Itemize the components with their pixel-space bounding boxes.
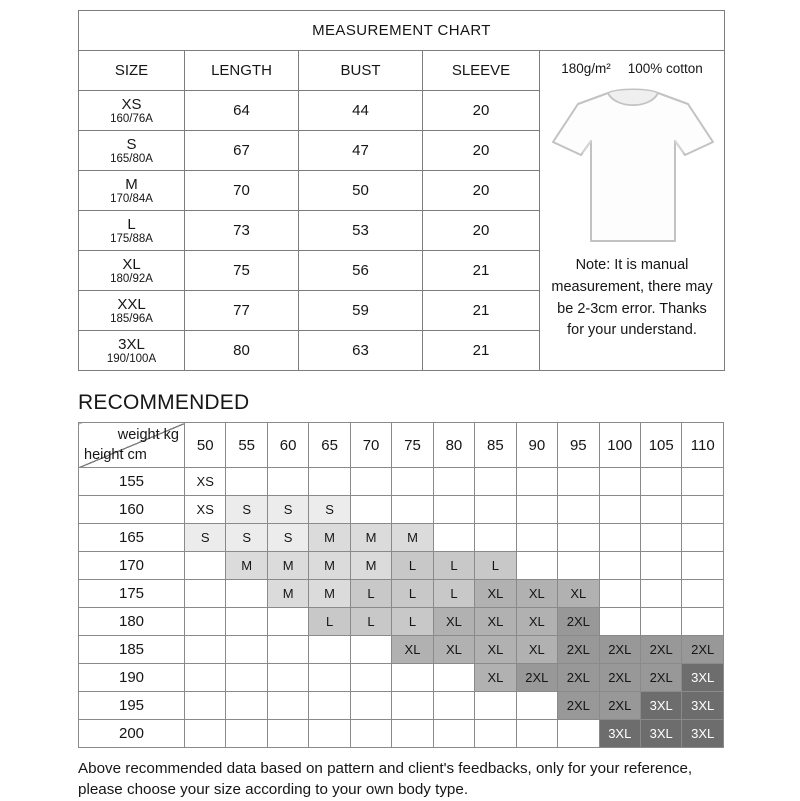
measurement-header-row	[79, 51, 725, 91]
size-recommendation: 2XL	[599, 664, 640, 692]
height-header: 165	[79, 524, 185, 552]
recommended-row	[79, 636, 724, 664]
length-value: 75	[185, 251, 299, 291]
recommended-row	[79, 468, 724, 496]
bust-value: 53	[299, 211, 423, 251]
bust-value: 44	[299, 91, 423, 131]
empty-cell	[599, 496, 640, 524]
size-recommendation: S	[226, 524, 267, 552]
sleeve-value: 21	[423, 291, 540, 331]
empty-cell	[350, 664, 391, 692]
empty-cell	[640, 552, 681, 580]
size-label: XL	[122, 255, 141, 273]
recommended-row	[79, 608, 724, 636]
empty-cell	[682, 468, 724, 496]
recommended-row	[79, 692, 724, 720]
sleeve-value: 20	[423, 211, 540, 251]
empty-cell	[682, 524, 724, 552]
empty-cell	[475, 468, 516, 496]
empty-cell	[640, 524, 681, 552]
size-recommendation: XL	[433, 636, 474, 664]
col-header-length: LENGTH	[185, 51, 299, 91]
empty-cell	[433, 524, 474, 552]
measurement-chart-table	[78, 10, 725, 371]
empty-cell	[392, 468, 433, 496]
size-recommendation: M	[350, 552, 391, 580]
empty-cell	[640, 468, 681, 496]
fabric-info	[547, 56, 717, 76]
empty-cell	[226, 580, 267, 608]
empty-cell	[185, 580, 226, 608]
weight-header: 60	[267, 423, 308, 468]
empty-cell	[392, 496, 433, 524]
height-header: 185	[79, 636, 185, 664]
size-recommendation: 3XL	[640, 720, 681, 748]
size-spec-label: 185/96A	[110, 312, 153, 325]
weight-header: 65	[309, 423, 350, 468]
size-recommendation: 2XL	[558, 608, 599, 636]
axis-header-cell	[79, 423, 185, 468]
empty-cell	[226, 468, 267, 496]
measurement-note: Note: It is manual measurement, there may be 2-3cm error. Thanks for your understand.	[551, 257, 713, 339]
col-header-bust: BUST	[299, 51, 423, 91]
size-recommendation: XL	[433, 608, 474, 636]
empty-cell	[350, 496, 391, 524]
empty-cell	[226, 608, 267, 636]
sleeve-value: 21	[423, 331, 540, 371]
weight-header: 80	[433, 423, 474, 468]
sleeve-value: 20	[423, 91, 540, 131]
size-label: L	[127, 215, 136, 233]
recommended-row	[79, 720, 724, 748]
col-header-sleeve: SLEEVE	[423, 51, 540, 91]
size-label: XXL	[117, 295, 146, 313]
length-value: 77	[185, 291, 299, 331]
empty-cell	[433, 468, 474, 496]
empty-cell	[640, 608, 681, 636]
size-recommendation: S	[267, 496, 308, 524]
size-spec-label: 165/80A	[110, 152, 153, 165]
col-header-size: SIZE	[79, 51, 185, 91]
bust-value: 59	[299, 291, 423, 331]
empty-cell	[640, 580, 681, 608]
height-header: 155	[79, 468, 185, 496]
height-header: 195	[79, 692, 185, 720]
title-row	[79, 11, 725, 51]
size-recommendation: 2XL	[558, 664, 599, 692]
length-value: 70	[185, 171, 299, 211]
empty-cell	[433, 692, 474, 720]
empty-cell	[558, 496, 599, 524]
empty-cell	[682, 608, 724, 636]
size-recommendation: M	[267, 580, 308, 608]
empty-cell	[185, 552, 226, 580]
weight-header: 105	[640, 423, 681, 468]
size-spec-label: 170/84A	[110, 192, 153, 205]
size-recommendation: L	[350, 608, 391, 636]
fabric-weight: 180g/m²	[561, 61, 611, 76]
size-spec-label: 180/92A	[110, 272, 153, 285]
size-recommendation: S	[185, 524, 226, 552]
bust-value: 50	[299, 171, 423, 211]
size-recommendation: 2XL	[558, 636, 599, 664]
size-recommendation: L	[433, 552, 474, 580]
size-recommendation: 2XL	[599, 692, 640, 720]
size-recommendation: 3XL	[599, 720, 640, 748]
empty-cell	[309, 720, 350, 748]
size-recommendation: S	[309, 496, 350, 524]
size-recommendation: XL	[516, 608, 557, 636]
size-recommendation: XL	[475, 580, 516, 608]
size-recommendation: L	[392, 580, 433, 608]
size-recommendation: 3XL	[682, 692, 724, 720]
size-recommendation: L	[392, 552, 433, 580]
size-recommendation: XL	[392, 636, 433, 664]
height-header: 190	[79, 664, 185, 692]
height-header: 180	[79, 608, 185, 636]
weight-axis-label: weight kg	[117, 427, 179, 443]
empty-cell	[475, 496, 516, 524]
weight-header: 55	[226, 423, 267, 468]
size-recommendation: L	[433, 580, 474, 608]
fabric-material: 100% cotton	[627, 61, 703, 76]
bust-value: 47	[299, 131, 423, 171]
empty-cell	[475, 692, 516, 720]
empty-cell	[516, 524, 557, 552]
empty-cell	[558, 552, 599, 580]
measurement-chart-title: MEASUREMENT CHART	[79, 11, 725, 51]
empty-cell	[309, 468, 350, 496]
empty-cell	[640, 496, 681, 524]
empty-cell	[558, 720, 599, 748]
weight-header: 70	[350, 423, 391, 468]
length-value: 80	[185, 331, 299, 371]
size-cell	[79, 171, 185, 211]
weight-header: 85	[475, 423, 516, 468]
empty-cell	[516, 468, 557, 496]
size-recommendation: XL	[516, 636, 557, 664]
empty-cell	[433, 664, 474, 692]
size-recommendation: M	[309, 552, 350, 580]
length-value: 64	[185, 91, 299, 131]
size-recommendation: XS	[185, 468, 226, 496]
size-recommendation: XL	[475, 664, 516, 692]
height-header: 200	[79, 720, 185, 748]
empty-cell	[267, 468, 308, 496]
size-cell	[79, 291, 185, 331]
size-recommendation: XL	[475, 608, 516, 636]
size-recommendation: 2XL	[558, 692, 599, 720]
recommended-row	[79, 524, 724, 552]
length-value: 67	[185, 131, 299, 171]
empty-cell	[267, 720, 308, 748]
size-cell	[79, 331, 185, 371]
size-recommendation: 2XL	[682, 636, 724, 664]
empty-cell	[682, 496, 724, 524]
empty-cell	[309, 636, 350, 664]
empty-cell	[267, 692, 308, 720]
size-recommendation: 2XL	[640, 636, 681, 664]
size-recommendation: 2XL	[516, 664, 557, 692]
bust-value: 56	[299, 251, 423, 291]
size-recommendation: 2XL	[599, 636, 640, 664]
empty-cell	[392, 720, 433, 748]
size-recommendation: XL	[516, 580, 557, 608]
empty-cell	[267, 636, 308, 664]
empty-cell	[267, 608, 308, 636]
size-cell	[79, 131, 185, 171]
empty-cell	[185, 692, 226, 720]
empty-cell	[516, 552, 557, 580]
size-recommendation: XL	[558, 580, 599, 608]
size-spec-label: 175/88A	[110, 232, 153, 245]
empty-cell	[599, 524, 640, 552]
weight-header: 75	[392, 423, 433, 468]
recommended-table	[78, 422, 724, 748]
footnote: Above recommended data based on pattern and client's feedbacks, only for your reference, please choose your size according to your own body type.	[78, 760, 693, 798]
size-recommendation: M	[350, 524, 391, 552]
size-cell	[79, 251, 185, 291]
empty-cell	[309, 664, 350, 692]
empty-cell	[599, 552, 640, 580]
empty-cell	[516, 692, 557, 720]
empty-cell	[516, 496, 557, 524]
size-recommendation: S	[226, 496, 267, 524]
empty-cell	[226, 692, 267, 720]
empty-cell	[350, 692, 391, 720]
empty-cell	[226, 636, 267, 664]
length-value: 73	[185, 211, 299, 251]
weight-header: 90	[516, 423, 557, 468]
size-label: XS	[121, 95, 142, 113]
recommended-row	[79, 496, 724, 524]
size-label: 3XL	[118, 335, 145, 353]
empty-cell	[558, 468, 599, 496]
size-recommendation: L	[475, 552, 516, 580]
size-recommendation: 3XL	[682, 720, 724, 748]
empty-cell	[392, 664, 433, 692]
recommended-row	[79, 552, 724, 580]
empty-cell	[185, 720, 226, 748]
empty-cell	[516, 720, 557, 748]
recommended-row	[79, 580, 724, 608]
empty-cell	[475, 524, 516, 552]
empty-cell	[267, 664, 308, 692]
weight-header: 50	[185, 423, 226, 468]
height-header: 170	[79, 552, 185, 580]
empty-cell	[185, 664, 226, 692]
size-spec-label: 190/100A	[106, 352, 157, 365]
size-recommendation: L	[350, 580, 391, 608]
empty-cell	[350, 636, 391, 664]
bust-value: 63	[299, 331, 423, 371]
size-recommendation: S	[267, 524, 308, 552]
empty-cell	[185, 608, 226, 636]
sleeve-value: 20	[423, 131, 540, 171]
empty-cell	[433, 720, 474, 748]
empty-cell	[309, 692, 350, 720]
size-recommendation: XS	[185, 496, 226, 524]
empty-cell	[682, 580, 724, 608]
empty-cell	[682, 552, 724, 580]
size-label: M	[125, 175, 138, 193]
size-label: S	[126, 135, 137, 153]
empty-cell	[599, 580, 640, 608]
recommended-header-row	[79, 423, 724, 468]
size-cell	[79, 91, 185, 131]
empty-cell	[599, 608, 640, 636]
empty-cell	[558, 524, 599, 552]
size-recommendation: M	[309, 580, 350, 608]
size-recommendation: 3XL	[682, 664, 724, 692]
weight-header: 95	[558, 423, 599, 468]
sleeve-value: 21	[423, 251, 540, 291]
size-cell	[79, 211, 185, 251]
empty-cell	[185, 636, 226, 664]
product-panel	[540, 51, 725, 371]
tshirt-image	[547, 85, 719, 253]
size-recommendation: M	[267, 552, 308, 580]
weight-header: 100	[599, 423, 640, 468]
height-axis-label: height cm	[84, 447, 147, 463]
size-recommendation: L	[392, 608, 433, 636]
height-header: 175	[79, 580, 185, 608]
empty-cell	[350, 468, 391, 496]
empty-cell	[226, 664, 267, 692]
size-spec-label: 160/76A	[110, 112, 153, 125]
sleeve-value: 20	[423, 171, 540, 211]
empty-cell	[350, 720, 391, 748]
size-recommendation: M	[309, 524, 350, 552]
size-recommendation: M	[392, 524, 433, 552]
size-recommendation: M	[226, 552, 267, 580]
size-recommendation: 2XL	[640, 664, 681, 692]
recommended-heading: RECOMMENDED	[78, 391, 250, 414]
empty-cell	[226, 720, 267, 748]
size-recommendation: XL	[475, 636, 516, 664]
empty-cell	[599, 468, 640, 496]
weight-header: 110	[682, 423, 724, 468]
empty-cell	[392, 692, 433, 720]
size-recommendation: 3XL	[640, 692, 681, 720]
empty-cell	[475, 720, 516, 748]
recommended-row	[79, 664, 724, 692]
height-header: 160	[79, 496, 185, 524]
size-recommendation: L	[309, 608, 350, 636]
empty-cell	[433, 496, 474, 524]
